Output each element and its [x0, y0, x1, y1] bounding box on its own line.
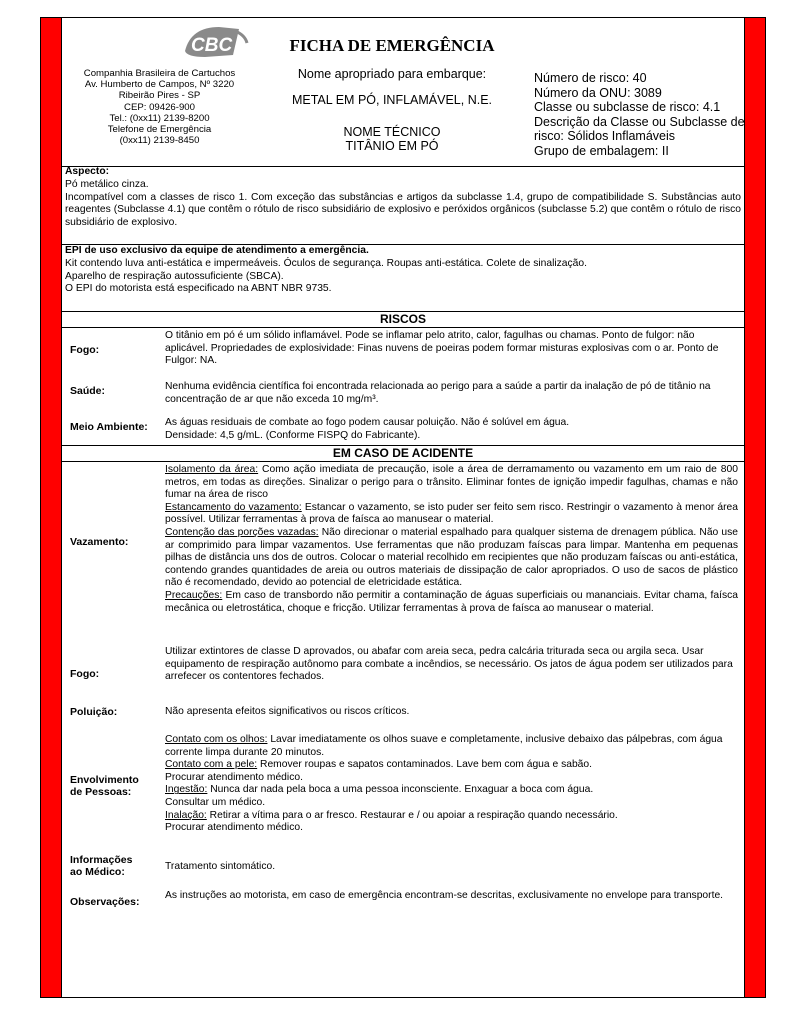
skin-after: Procurar atendimento médico.: [165, 771, 303, 783]
epi-section: [62, 245, 744, 312]
onu-number: Número da ONU: 3089: [534, 85, 662, 100]
aspect-section: [62, 166, 744, 245]
risk-number: Número de risco: 40: [534, 71, 647, 85]
leak-row: [62, 464, 744, 644]
inhalation-paragraph: [165, 810, 738, 823]
company-line: Ribeirão Pires - SP: [118, 90, 201, 102]
skin-text: Remover roupas e sapatos contaminados. Lave bem com água e sabão.: [257, 759, 593, 771]
right-red-bar: [744, 18, 765, 997]
risk-info: [534, 71, 769, 158]
eyes-paragraph: [165, 734, 738, 759]
observations-text: As instruções ao motorista, em caso de emergência encontram-se descritas, exclusivamente no envelope para transporte.: [165, 890, 724, 901]
risk-health-row: [62, 381, 744, 411]
inhalation-text: Retirar a vítima para o ar fresco. Restaurar e / ou apoiar a respiração quando necessário.: [206, 809, 618, 821]
accident-fire-label: Fogo:: [70, 668, 100, 680]
stopping-paragraph: [165, 502, 738, 527]
epi-driver-text: O EPI do motorista está especificado na ABNT NBR 9735.: [65, 283, 332, 295]
ingestion-text: Nunca dar nada pela boca a uma pessoa inconsciente. Enxaguar a boca com água.: [207, 784, 594, 796]
eyes-heading: Contato com os olhos:: [165, 734, 268, 745]
stopping-heading: Estancamento do vazamento:: [165, 501, 302, 513]
epi-title: EPI de uso exclusivo da equipe de atendimento a emergência.: [65, 245, 369, 256]
risk-environment-text: [165, 417, 738, 442]
epi-breathing-text: Aparelho de respiração autossuficiente (SBCA).: [65, 270, 284, 282]
logo-text: CBC: [191, 35, 233, 56]
people-label: Envolvimento de Pessoas:: [70, 774, 139, 799]
containment-heading: Contenção das porções vazadas:: [165, 526, 319, 538]
risk-health-text: Nenhuma evidência científica foi encontrada relacionada ao perigo para a saúde a partir da inalação de pó de titânio na concentração de ar que não exceda 10 mg/m³.: [165, 381, 711, 405]
incompatibility-text: Incompatível com a classes de risco 1. Com exceção das substâncias e artigos da subclasse 1.4, grupo de compatibilidade S. Substâncias auto reagentes (Subclasse 4.1) que contêm o rótulo de risco subsidiário de explosivo e peróxidos orgânicos (subclasse 5.2) que contêm o rótulo de risco subsidiário de explosivo.: [65, 191, 741, 229]
company-line: Companhia Brasileira de Cartuchos: [83, 68, 236, 79]
left-red-bar: [41, 18, 62, 997]
technical-name-label: NOME TÉCNICO: [343, 125, 441, 139]
aspect-title: Aspecto:: [65, 166, 110, 177]
emergency-sheet: [40, 17, 766, 998]
skin-paragraph: [165, 759, 738, 772]
risk-fire-text: O titânio em pó é um sólido inflamável. Pode se inflamar pelo atrito, calor, fagulhas ou chamas. Ponto de fulgor: não aplicável. Propriedades de explosividade: Finas nuvens de poeiras podem formar misturas explosivas com o ar. Ponto de Fulgor: NA.: [165, 330, 719, 367]
sheet-content: [62, 18, 744, 997]
technical-name-value: TITÂNIO EM PÓ: [345, 139, 439, 153]
pollution-row: [62, 706, 744, 720]
eyes-text: Lavar imediatamente os olhos suave e completamente, inclusive debaixo das pálpebras, com água corrente limpa durante 20 minutos.: [165, 734, 723, 758]
risk-environment-row: [62, 417, 744, 445]
ingestion-heading: Ingestão:: [165, 784, 208, 796]
cbc-logo: [177, 21, 257, 63]
risk-health-label: Saúde:: [70, 385, 106, 397]
accident-fire-text: Utilizar extintores de classe D aprovados, ou abafar com areia seca, pedra calcária triturada seca ou argila seca. Usar equipamento de respiração autônomo para combate a incêndios, se necessário. Os jatos de água podem ser utilizados para arrefecer os contentores fechados.: [165, 646, 733, 683]
risks-band: RISCOS: [62, 312, 744, 328]
people-text: [165, 734, 738, 835]
risk-class: Classe ou subclasse de risco: 4.1: [534, 100, 721, 114]
accident-band: EM CASO DE ACIDENTE: [62, 446, 744, 462]
stopping-text: Estancar o vazamento, se isto puder ser feito sem risco. Restringir o vazamento à menor área possível. Utilizar ferramentas à prova de faísca ao manusear o material.: [165, 501, 738, 526]
doctor-label: Informações ao Médico:: [70, 854, 133, 879]
company-line: Av. Humberto de Campos, Nº 3220: [84, 79, 235, 91]
risk-fire-row: [62, 330, 744, 378]
inhalation-after: Procurar atendimento médico.: [165, 822, 303, 834]
density-line: Densidade: 4,5 g/mL. (Conforme FISPQ do Fabricante).: [165, 429, 421, 441]
company-line: CEP: 09426-900: [124, 101, 195, 113]
isolation-text: Como ação imediata de precaução, isole a área de derramamento ou vazamento em um raio de 800 metros, em todas as direções. Sinalizar o perigo para o trânsito. Eliminar fontes de ignição impedir fagulhas, chamas e não fumar na área de risco: [165, 464, 738, 501]
company-line: (0xx11) 2139-8450: [119, 135, 200, 147]
leak-label: Vazamento:: [70, 536, 129, 548]
page-title: FICHA DE EMERGÊNCIA: [289, 36, 495, 55]
risk-environment-label: Meio Ambiente:: [70, 421, 148, 433]
aspect-text: Pó metálico cinza.: [65, 178, 149, 190]
ingestion-after: Consultar um médico.: [165, 796, 266, 808]
doctor-text: Tratamento sintomático.: [165, 861, 276, 872]
inhalation-heading: Inalação:: [165, 809, 207, 821]
packing-group: Grupo de embalagem: II: [534, 143, 669, 158]
company-line: Tel.: (0xx11) 2139-8200: [109, 112, 210, 124]
embark-name-value: METAL EM PÓ, INFLAMÁVEL, N.E.: [291, 93, 493, 107]
doctor-row: [62, 854, 744, 882]
environment-line: As águas residuais de combate ao fogo podem causar poluição. Não é solúvel em água.: [165, 417, 570, 428]
risk-fire-label: Fogo:: [70, 344, 100, 356]
pollution-label: Poluição:: [70, 706, 118, 718]
header: [62, 18, 744, 167]
risk-class-description: Descrição da Classe ou Subclasse de risco: Sólidos Inflamáveis: [534, 114, 745, 143]
isolation-heading: Isolamento da área:: [165, 464, 259, 475]
precautions-heading: Precauções:: [165, 589, 223, 601]
embark-name-label: Nome apropriado para embarque:: [297, 67, 487, 81]
precautions-paragraph: [165, 590, 738, 615]
leak-text: [165, 464, 738, 615]
containment-text: Não direcionar o material espalhado para qualquer sistema de drenagem pública. Não use ar comprimido para limpar vazamentos. Use ferramentas que não produzam faíscas para limpar. Mantenha em pequenas pilhas de distância uns dos de outros. Colocar o material recolhido em recipientes que não produzam faíscas ou anti-estática, contendo grandes quantidades de areia ou outros materiais de dissipação de calor apropriados. O uso de sacos de plástico não é recomendado, devido ao potencial de eletricidade estática.: [165, 526, 738, 589]
observations-row: [62, 890, 744, 918]
ingestion-paragraph: [165, 784, 738, 797]
observations-label: Observações:: [70, 896, 140, 908]
pollution-text: Não apresenta efeitos significativos ou riscos críticos.: [165, 706, 410, 717]
epi-kit-text: Kit contendo luva anti-estática e impermeáveis. Óculos de segurança. Roupas anti-estática. Colete de sinalização.: [65, 257, 587, 269]
people-row: [62, 734, 744, 844]
containment-paragraph: [165, 527, 738, 590]
isolation-paragraph: [165, 464, 738, 502]
company-info: [62, 68, 257, 146]
company-line: Telefone de Emergência: [107, 124, 212, 136]
precautions-text: Em caso de transbordo não permitir a contaminação de águas superficiais ou mananciais. Evitar chama, faísca mecânica ou eletrostática, choque e fricção. Utilizar ferramentas à prova de faísca ao manusear o material.: [165, 589, 738, 614]
skin-heading: Contato com a pele:: [165, 759, 258, 771]
accident-fire-row: [62, 646, 744, 694]
